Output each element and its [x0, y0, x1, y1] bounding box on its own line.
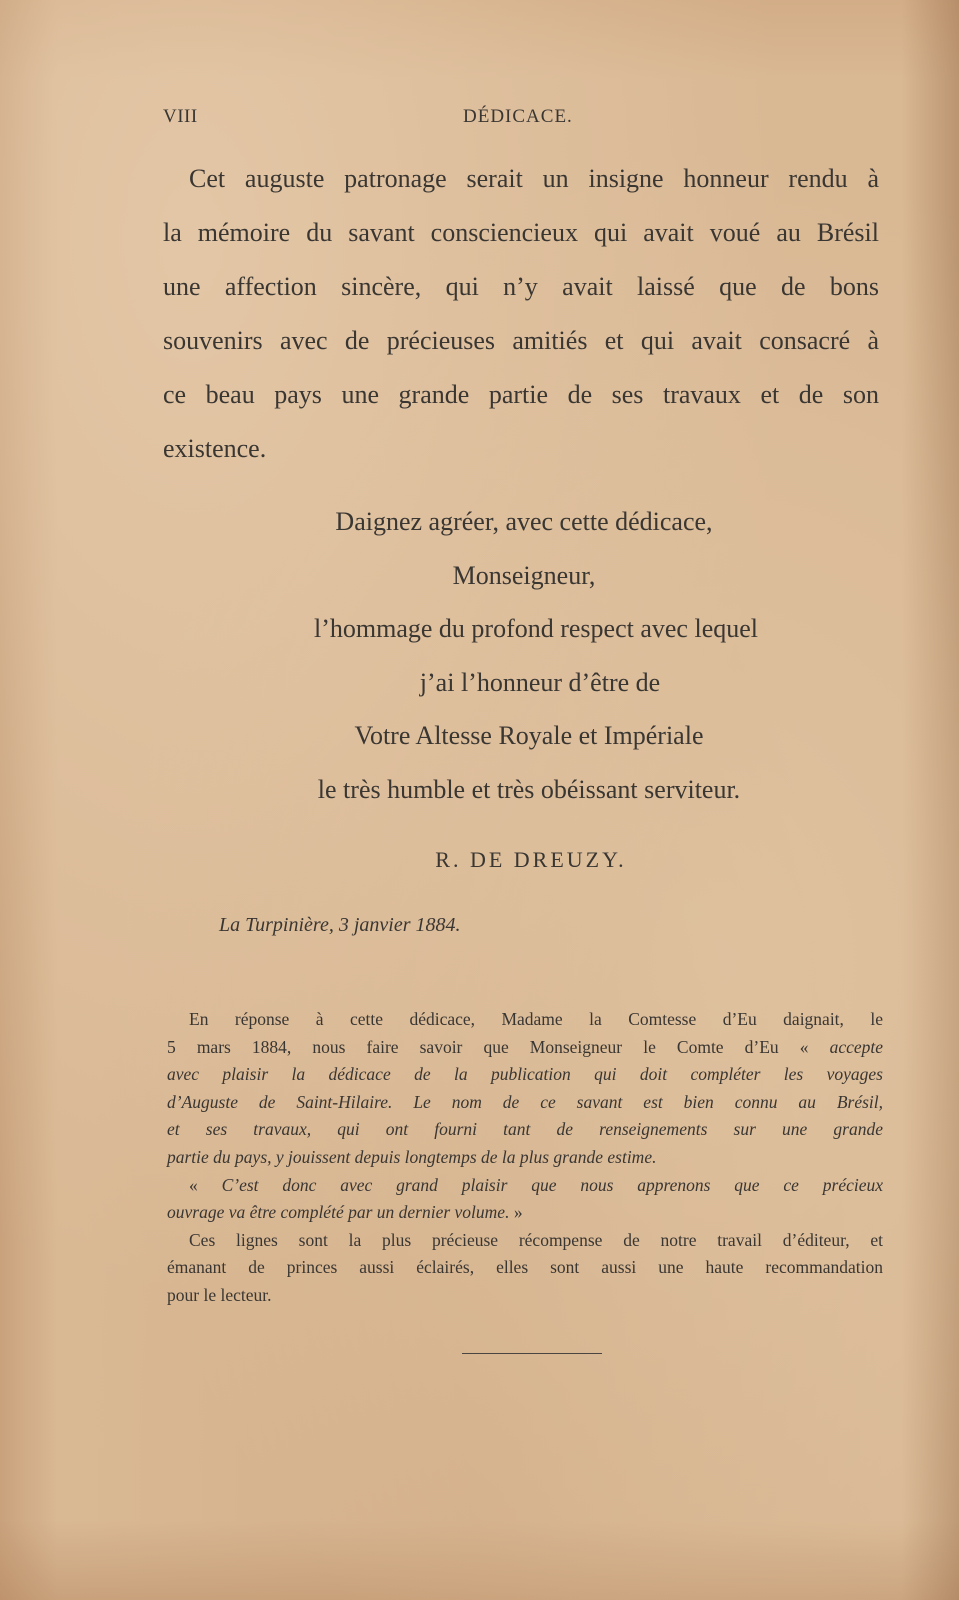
note-line — [167, 1172, 883, 1200]
paragraph-line: ce beau pays une grande partie de ses travaux et de son — [163, 380, 879, 409]
running-head — [163, 106, 883, 130]
paragraph-line: Cet auguste patronage serait un insigne honneur rendu à — [189, 164, 879, 193]
closing-line: le très humble et très obéissant serviteur. — [317, 774, 741, 804]
note-line — [167, 1034, 883, 1062]
note-line: d’Auguste de Saint-Hilaire. Le nom de ce savant est bien connu au Brésil, — [167, 1091, 883, 1112]
running-title: DÉDICACE. — [463, 106, 573, 127]
end-rule — [462, 1353, 602, 1354]
editor-note — [167, 1006, 883, 1310]
note-text: 5 mars 1884, nous faire savoir que Monseigneur le Comte d’Eu « — [167, 1036, 830, 1057]
note-quote-text: C’est donc avec grand plaisir que nous apprenons que ce précieux — [221, 1174, 883, 1195]
closing-line: Monseigneur, — [452, 560, 596, 590]
note-line: partie du pays, y jouissent depuis longtemps de la plus grande estime. — [167, 1146, 657, 1167]
paragraph-line: existence. — [163, 434, 267, 463]
note-text: » — [509, 1202, 523, 1223]
closing-line: Votre Altesse Royale et Impériale — [354, 721, 704, 750]
note-text: « — [189, 1174, 222, 1195]
place-date: La Turpinière, 3 janvier 1884. — [219, 914, 461, 936]
note-line: et ses travaux, qui ont fourni tant de renseignements sur une grande — [167, 1119, 883, 1140]
paragraph-line: une affection sincère, qui n’y avait laissé que de bons — [163, 272, 879, 301]
closing-line: j’ai l’honneur d’être de — [419, 667, 661, 697]
closing-line: Daignez agréer, avec cette dédicace, — [335, 507, 713, 536]
note-line: Ces lignes sont la plus précieuse récompense de notre travail d’éditeur, et — [189, 1229, 883, 1250]
note-quote-text: ouvrage va être complété par un dernier volume. — [167, 1202, 510, 1223]
note-line: avec plaisir la dédicace de la publication qui doit compléter les voyages — [167, 1064, 883, 1085]
paragraph-line: la mémoire du savant consciencieux qui avait voué au Brésil — [163, 218, 879, 247]
paragraph-line: souvenirs avec de précieuses amitiés et qui avait consacré à — [163, 326, 879, 355]
closing-line: l’hommage du profond respect avec lequel — [314, 614, 758, 643]
note-line — [167, 1199, 883, 1227]
note-line: En réponse à cette dédicace, Madame la Comtesse d’Eu daignait, le — [189, 1009, 883, 1029]
note-line: pour le lecteur. — [167, 1284, 272, 1305]
closing-formula — [163, 495, 879, 816]
page-number: VIII — [163, 106, 198, 127]
dedication-paragraph — [163, 152, 879, 476]
note-quote-text: accepte — [829, 1036, 883, 1057]
note-line: émanant de princes aussi éclairés, elles sont aussi une haute recommandation — [167, 1257, 883, 1278]
signature: R. DE DREUZY. — [435, 847, 627, 872]
